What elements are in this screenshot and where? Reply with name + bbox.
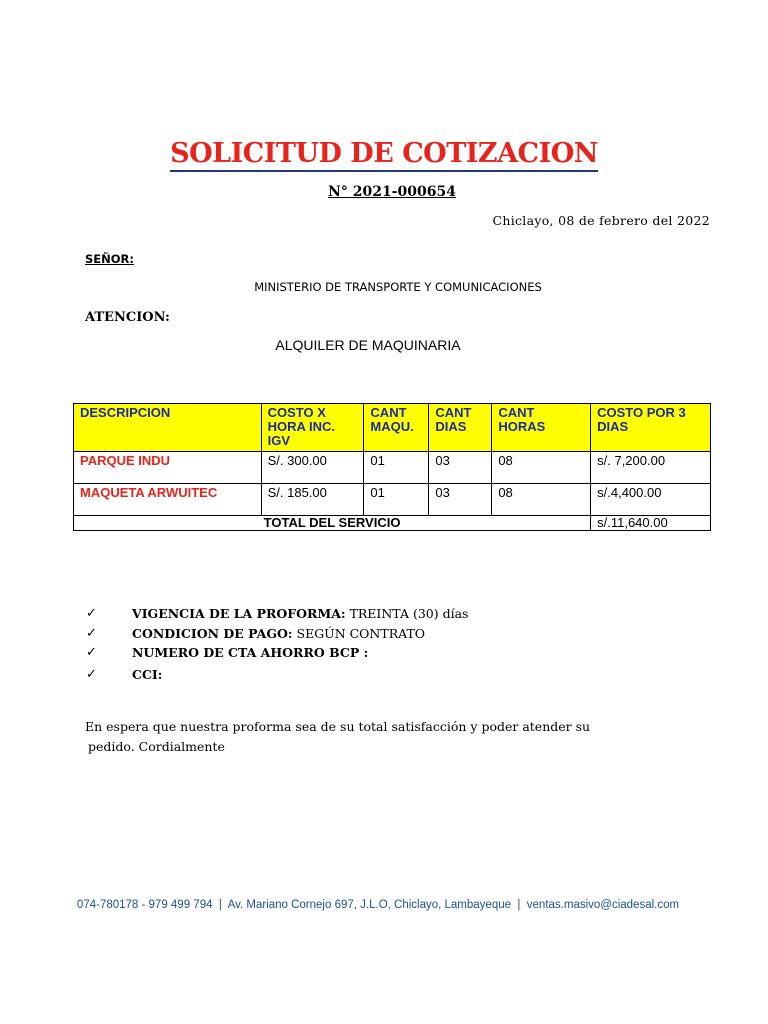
header-cell: DESCRIPCION — [74, 404, 262, 452]
list-item — [86, 624, 468, 644]
checkmark-icon: ✓ — [86, 606, 97, 622]
closing-line: En espera que nuestra proforma sea de su total satisfacción y poder atender su — [85, 719, 591, 734]
table-cell: S/. 300.00 — [261, 452, 364, 484]
quote-table — [73, 403, 711, 531]
table-cell: 08 — [492, 452, 591, 484]
checkmark-icon: ✓ — [86, 625, 97, 641]
header-cell: CANT MAQU. — [364, 404, 429, 452]
quote-number-text: N° 2021-000654 — [328, 184, 456, 200]
condition-label: CCI: — [132, 666, 163, 682]
table-cell: PARQUE INDU — [74, 452, 262, 484]
document-title-text: SOLICITUD DE COTIZACION — [170, 138, 598, 172]
closing-paragraph — [85, 717, 645, 757]
table-cell: 01 — [364, 452, 429, 484]
recipient-name: MINISTERIO DE TRANSPORTE Y COMUNICACIONES — [254, 280, 542, 294]
table-cell: 01 — [364, 484, 429, 516]
table-row — [74, 484, 711, 516]
list-item — [86, 643, 468, 663]
document-date: Chiclayo, 08 de febrero del 2022 — [492, 213, 710, 228]
quote-number — [0, 184, 768, 200]
list-item — [86, 604, 468, 624]
closing-line: pedido. Cordialmente — [88, 739, 225, 754]
table-cell: S/. 185.00 — [261, 484, 364, 516]
header-cell: CANT HORAS — [492, 404, 591, 452]
table-header-row — [74, 404, 711, 452]
checkmark-icon: ✓ — [86, 645, 97, 661]
table-cell: 03 — [429, 452, 492, 484]
checkmark-icon: ✓ — [86, 666, 97, 682]
subject-line: ALQUILER DE MAQUINARIA — [275, 337, 461, 353]
header-cell: CANT DIAS — [429, 404, 492, 452]
list-item — [86, 665, 468, 685]
total-label: TOTAL DEL SERVICIO — [74, 516, 591, 531]
condition-label: VIGENCIA DE LA PROFORMA: — [132, 606, 346, 622]
atencion-label: ATENCION: — [85, 310, 170, 325]
table-cell: MAQUETA ARWUITEC — [74, 484, 262, 516]
condition-value: SEGÚN CONTRATO — [296, 625, 426, 641]
table-row — [74, 452, 711, 484]
table-cell: s/. 7,200.00 — [591, 452, 711, 484]
footer-contact: 074-780178 - 979 499 794 | Av. Mariano Cornejo 697, J.L.O, Chiclayo, Lambayeque | ventas.masivo@ciadesal.com — [76, 899, 680, 911]
condition-label: CONDICION DE PAGO: — [132, 625, 293, 641]
header-cell: COSTO POR 3 DIAS — [591, 404, 711, 452]
conditions-list — [86, 604, 468, 684]
table-cell: s/.4,400.00 — [591, 484, 711, 516]
condition-label: NUMERO DE CTA AHORRO BCP : — [132, 645, 369, 661]
table-cell: 03 — [429, 484, 492, 516]
total-value: s/.11,640.00 — [591, 516, 711, 531]
table-cell: 08 — [492, 484, 591, 516]
table-total-row — [74, 516, 711, 531]
document-title — [0, 138, 768, 169]
condition-value: TREINTA (30) días — [349, 606, 469, 622]
senor-label: SEÑOR: — [85, 252, 134, 266]
header-cell: COSTO X HORA INC. IGV — [261, 404, 364, 452]
